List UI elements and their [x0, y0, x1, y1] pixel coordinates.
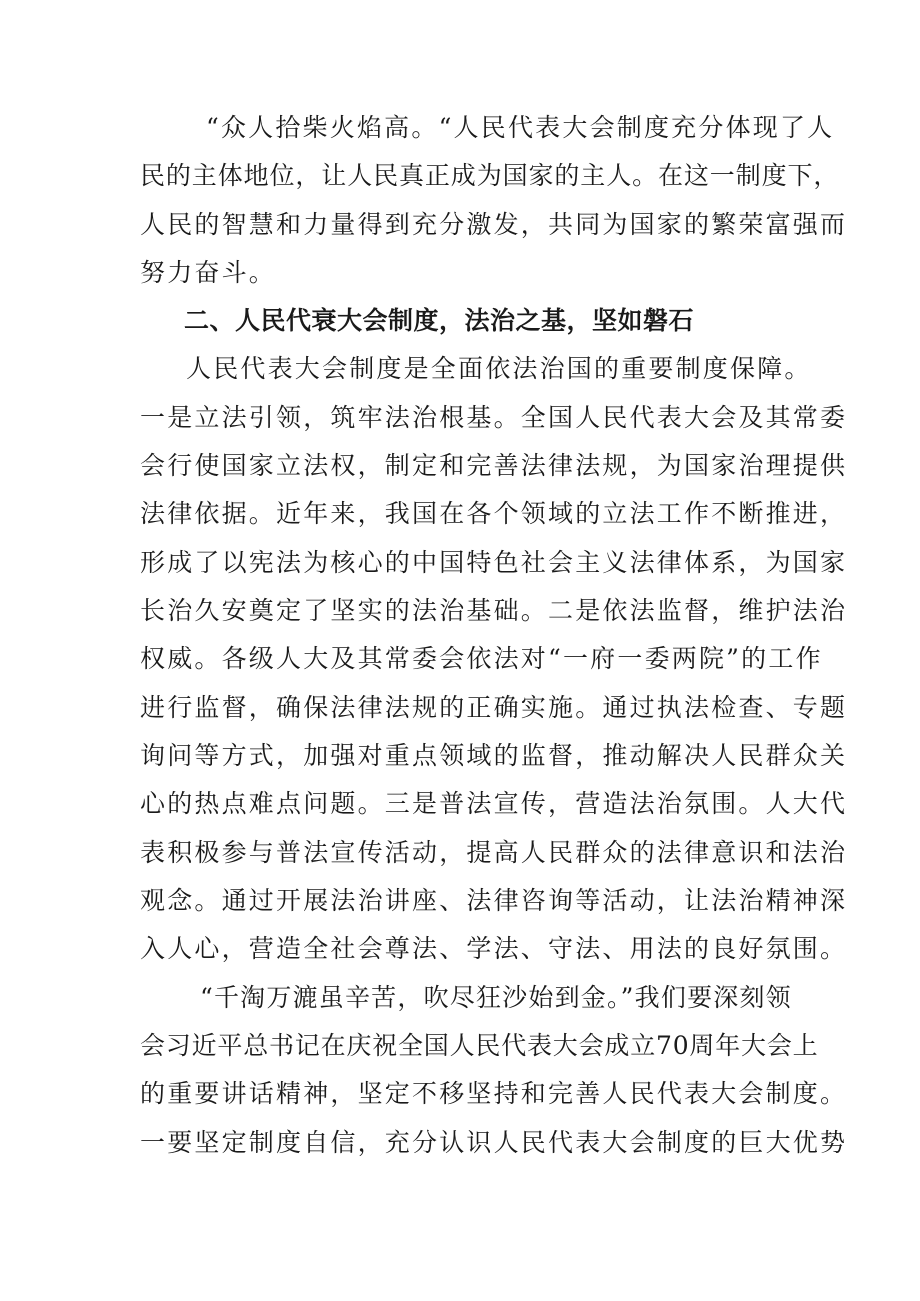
paragraph-2-line-13: 入人心，营造全社会尊法、学法、守法、用法的良好氛围。 — [140, 934, 848, 963]
paragraph-2-line-10: 心的热点难点问题。三是普法宣传，营造法治氛围。人大代 — [140, 789, 848, 818]
paragraph-2-line-7: 权威。各级人大及其常委会依法对“一府一委两院”的工作 — [140, 644, 823, 673]
paragraph-3-line-1: “千淘万漉虽辛苦，吹尽狂沙始到金。”我们要深刻领 — [200, 983, 792, 1012]
section-heading: 二、人民代衰大会制度，法治之基，坚如磐石 — [184, 306, 695, 335]
paragraph-2-line-4: 法律依据。近年来，我国在各个领域的立法工作不断推进， — [140, 499, 848, 528]
paragraph-2-line-11: 表积极参与普法宣传活动，提高人民群众的法律意识和法治 — [140, 838, 848, 867]
paragraph-2-line-2: 一是立法引领，筑牢法治根基。全国人民代表大会及其常委 — [140, 403, 848, 432]
paragraph-1-line-3: 人民的智慧和力量得到充分激发，共同为国家的繁荣富强而 — [140, 210, 848, 239]
paragraph-3-line-2: 会习近平总书记在庆祝全国人民代表大会成立70周年大会上 — [140, 1031, 819, 1060]
paragraph-2-line-12: 观念。通过开展法治讲座、法律咨询等活动，让法治精神深 — [140, 886, 848, 915]
paragraph-2-line-3: 会行使国家立法权，制定和完善法律法规，为国家治理提供 — [140, 451, 848, 480]
paragraph-2-line-9: 询问等方式，加强对重点领域的监督，推动解决人民群众关 — [140, 741, 848, 770]
paragraph-3-line-4: 一要坚定制度自信，充分认识人民代表大会制度的巨大优势 — [140, 1128, 848, 1157]
paragraph-1-line-1: “众人拾柴火焰高。“人民代表大会制度充分体现了人 — [206, 113, 835, 142]
paragraph-2-line-1: 人民代表大会制度是全面依法治国的重要制度保障。 — [186, 354, 812, 383]
paragraph-3-line-3: 的重要讲话精神，坚定不移坚持和完善人民代表大会制度。 — [140, 1079, 848, 1108]
paragraph-2-line-8: 进行监督，确保法律法规的正确实施。通过执法检查、专题 — [140, 693, 848, 722]
paragraph-2-line-6: 长治久安奠定了坚实的法治基础。二是依法监督，维护法治 — [140, 596, 848, 625]
paragraph-1-line-4: 努力奋斗。 — [140, 258, 277, 287]
paragraph-2-line-5: 形成了以宪法为核心的中国特色社会主义法律体系，为国家 — [140, 548, 848, 577]
paragraph-1-line-2: 民的主体地位，让人民真正成为国家的主人。在这一制度下， — [140, 161, 840, 190]
